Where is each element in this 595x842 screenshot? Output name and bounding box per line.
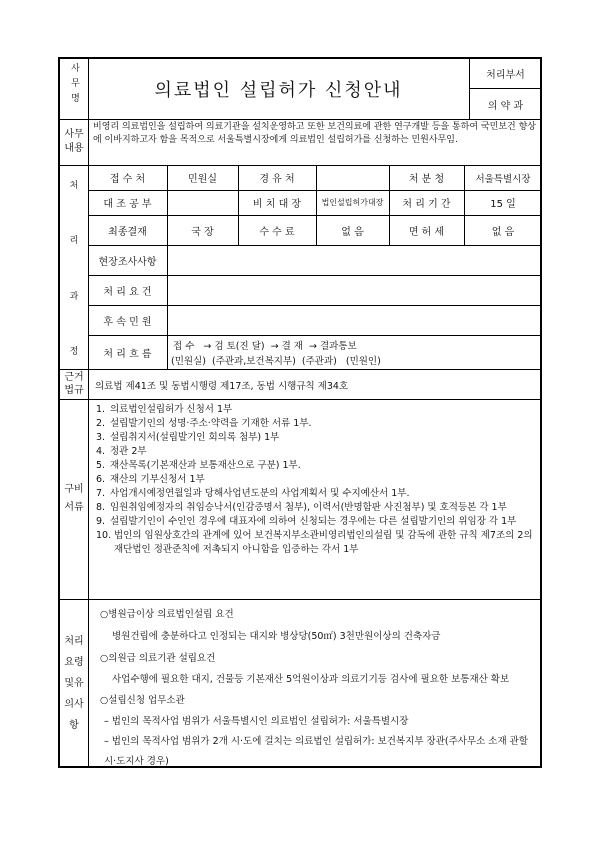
docs-item-number: 8. [96,502,106,513]
disposition-authority-label: 처 분 청 [408,174,445,185]
docs-item-text: 재산목록(기본재산과 보통재산으로 구분) 1부. [110,460,301,471]
final-approval-label: 최종결재 [108,226,147,238]
samu-label-vertical [60,63,88,108]
docs-item-text: 법인의 임원상호간의 관계에 있어 보건복지부소관비영리법인의설립 및 감독에 관한 규칙 제7조의 2의 재단법인 정관준칙에 저촉되지 아니함을 입증하는 각서 1부 [114,530,533,555]
intake-office-label: 접 수 처 [109,174,146,185]
docs-item-number: 9. [96,516,106,527]
docs-item-text: 정관 2부 [110,446,147,457]
samu-label: 사무명 [69,63,79,108]
license-tax-value: 없 음 [491,226,515,238]
processing-requirement-label: 처 리 요 건 [103,286,152,298]
reference-ledger-label: 대 조 공 부 [103,199,152,210]
processing-period-label: 처 리 기 간 [402,199,451,210]
docs-item-text: 임원취임예정자의 취임승낙서(인감증명서 첨부), 이력서(반명함판 사진첨부) 및 호적등본 각 1부 [110,502,507,513]
docs-item-number: 1. [96,404,106,415]
notes-heading-jurisdiction: ○설립신청 업무소관 [100,695,185,706]
process-label: 처 리 과 정 [69,181,79,357]
notes-text-seoul: – 법인의 목적사업 범위가 서울특별시인 의료법인 설립허가: 서울특별시장 [104,716,409,727]
docs-list-item [96,501,536,515]
follow-up-label: 후 속 민 원 [103,316,152,328]
notes-text-clinic: 사업수행에 필요한 대지, 건물등 기본재산 5억원이상과 의료기기등 검사에 필요한 보통재산 확보 [112,674,510,685]
dept-value: 의 약 과 [487,100,524,112]
docs-list-item [96,515,536,529]
via-office-value [316,165,389,190]
docs-item-number: 6. [96,474,106,485]
intake-office-value: 민원실 [188,174,217,185]
docs-list-item [96,487,536,501]
via-office-label: 경 유 처 [259,174,295,185]
docs-list-item [96,445,536,459]
docs-item-number: 4. [96,446,106,457]
docs-item-text: 의료법인설립허가 신청서 1부 [110,404,233,415]
docs-label: 구비서류 [64,484,84,513]
desc-label: 사무내용 [64,129,84,154]
desc-text: 비영리 의료법인을 설립하여 의료기관을 설치운영하고 또한 보건의료에 관한 연구개발 등을 통하여 국민보건 향상에 이바지하고자 함을 목적으로 서울특별시장에게 의료법인 설립허가를 신청하는 민원사무임. [93,122,536,145]
docs-list-item [96,417,536,431]
disposition-authority-value: 서울특별시장 [475,173,531,185]
legal-text: 의료법 제41조 및 동법시행령 제17조, 동법 시행규칙 제34호 [95,381,349,392]
process-flow-steps: 접 수 → 검 토(진 달) → 결 재 → 결과통보 [173,341,357,352]
docs-list-item [96,529,536,557]
docs-item-number: 5. [96,460,106,471]
form-frame [58,57,542,768]
docs-list-item [96,473,536,487]
docs-item-text: 설립발기인이 수인인 경우에 대표자에 의하여 신청되는 경우에는 다른 설립발기인의 위임장 각 1부 [110,516,517,527]
dept-label: 처리부서 [486,70,525,81]
docs-item-text: 사업개시예정연월일과 당해사업년도분의 사업계획서 및 수지예산서 1부. [110,488,410,499]
processing-period-value: 15 일 [490,199,516,210]
docs-item-number: 7. [96,488,106,499]
docs-list-item [96,459,536,473]
docs-item-number: 2. [96,418,106,429]
notes-text-national: – 법인의 목적사업 범위가 2개 시·도에 걸치는 의료법인 설립허가: 보건복지부 장관(주사무소 소재 관할 시·도지사 경우) [104,736,529,767]
process-flow-actors: (민원실) (주관과,보건복지부) (주관과) (민원인) [171,356,381,367]
fee-value: 없 음 [341,226,364,238]
fee-label: 수 수 료 [259,226,295,238]
docs-item-number: 3. [96,432,106,443]
docs-item-text: 설립취지서(설립발기인 회의록 첨부) 1부 [110,432,280,443]
docs-item-text: 설립발기인의 성명·주소·약력을 기재한 서류 1부. [110,418,312,429]
notes-text-hospital: 병원건립에 충분하다고 인정되는 대지와 병상당(50㎡) 3천만원이상의 건축자금 [112,631,441,642]
legal-label: 근거법규 [64,372,84,396]
docs-list-item [96,403,536,417]
register-value: 법인설립허가대장 [321,198,384,207]
docs-item-number: 10. [96,530,112,541]
docs-list [96,403,536,557]
final-approval-value: 국 장 [191,226,214,238]
docs-item-text: 재산의 기부신청서 1부 [110,474,205,485]
site-inspection-label: 현장조사사항 [98,256,157,268]
license-tax-label: 면 허 세 [408,226,445,238]
notes-heading-hospital: ○병원급이상 의료법인설립 요건 [100,609,234,620]
register-label: 비 치 대 장 [252,199,302,210]
docs-list-item [96,431,536,445]
page-title: 의료법인 설립허가 신청안내 [154,80,403,101]
notes-heading-clinic: ○의원급 의료기관 설립요건 [100,653,216,664]
reference-ledger-value [167,190,238,215]
process-flow-label: 처 리 흐 름 [103,348,152,360]
notes-label: 처리요령및유의사항 [64,636,84,731]
